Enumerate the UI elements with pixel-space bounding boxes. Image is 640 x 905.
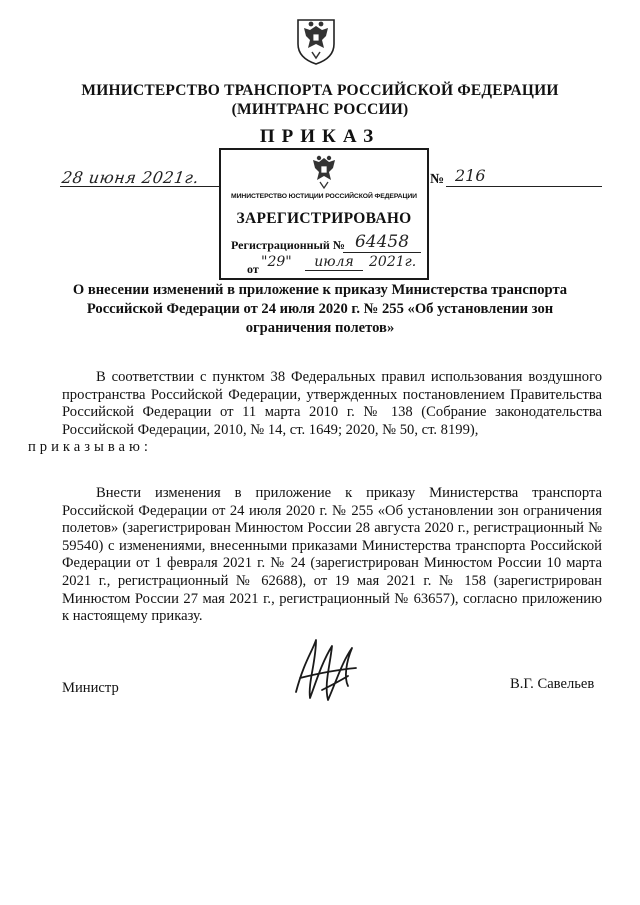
stamp-reg-number: 64458 — [343, 232, 421, 253]
order-date: 28 июня 2021г. — [60, 168, 201, 187]
stamp-from-label: от — [247, 262, 259, 276]
stamp-reg-label: Регистрационный № — [231, 238, 345, 252]
number-underline — [446, 186, 602, 187]
document-type: ПРИКАЗ — [259, 126, 381, 147]
coat-of-arms-icon — [307, 154, 341, 190]
order-number-label: № — [430, 172, 445, 187]
coat-of-arms-icon — [294, 14, 338, 66]
ministry-short-name: (МИНТРАНС РОССИИ) — [231, 101, 409, 118]
order-number: 216 — [455, 166, 486, 185]
stamp-from-day: "29" — [261, 254, 292, 270]
date-underline — [60, 186, 220, 187]
ministry-name: МИНИСТЕРСТВО ТРАНСПОРТА РОССИЙСКОЙ ФЕДЕРАЦИИ — [81, 82, 559, 99]
stamp-from-year: 2021г. — [369, 254, 417, 270]
signer-title: Министр — [62, 680, 119, 696]
order-word: приказываю: — [28, 439, 152, 456]
registration-stamp — [219, 148, 429, 280]
stamp-from-month: июля — [305, 254, 363, 271]
order-subject: О внесении изменений в приложение к приказу Министерства транспорта Российской Федерации от 24 июля 2020 г. № 255 «Об установлении зон ограничения полетов» — [72, 282, 568, 336]
stamp-registered: ЗАРЕГИСТРИРОВАНО — [236, 210, 412, 227]
preamble-paragraph — [28, 369, 602, 457]
stamp-ministry: МИНИСТЕРСТВО ЮСТИЦИИ РОССИЙСКОЙ ФЕДЕРАЦИИ — [231, 193, 417, 200]
clause-paragraph: Внести изменения в приложение к приказу Министерства транспорта Российской Федерации от 24 июля 2020 г. № 255 «Об установлении зон ограничения полетов» (зарегистрирован Минюстом России 28 августа 2020 г., регистрационный № 59540) с изменениями, внесенными приказами Министерства транспорта Российской Федерации от 1 февраля 2021 г. № 24 (зарегистрирован Минюстом России 10 марта 2021 г., регистрационный № 62688), от 19 мая 2021 г. № 158 (зарегистрирован Минюстом России 27 мая 2021 г., регистрационный № 63657), согласно приложению к настоящему приказу. — [62, 485, 602, 625]
signature-icon — [286, 632, 366, 712]
preamble-text: В соответствии с пунктом 38 Федеральных правил использования воздушного пространства Российской Федерации, утвержденных постановлением Правительства Российской Федерации от 11 марта 2010 г. № 138 (Собрание законодательства Российской Федерации, 2010, № 14, ст. 1649; 2020, № 50, ст. 8199), — [62, 369, 602, 438]
signer-name: В.Г. Савельев — [510, 676, 595, 692]
